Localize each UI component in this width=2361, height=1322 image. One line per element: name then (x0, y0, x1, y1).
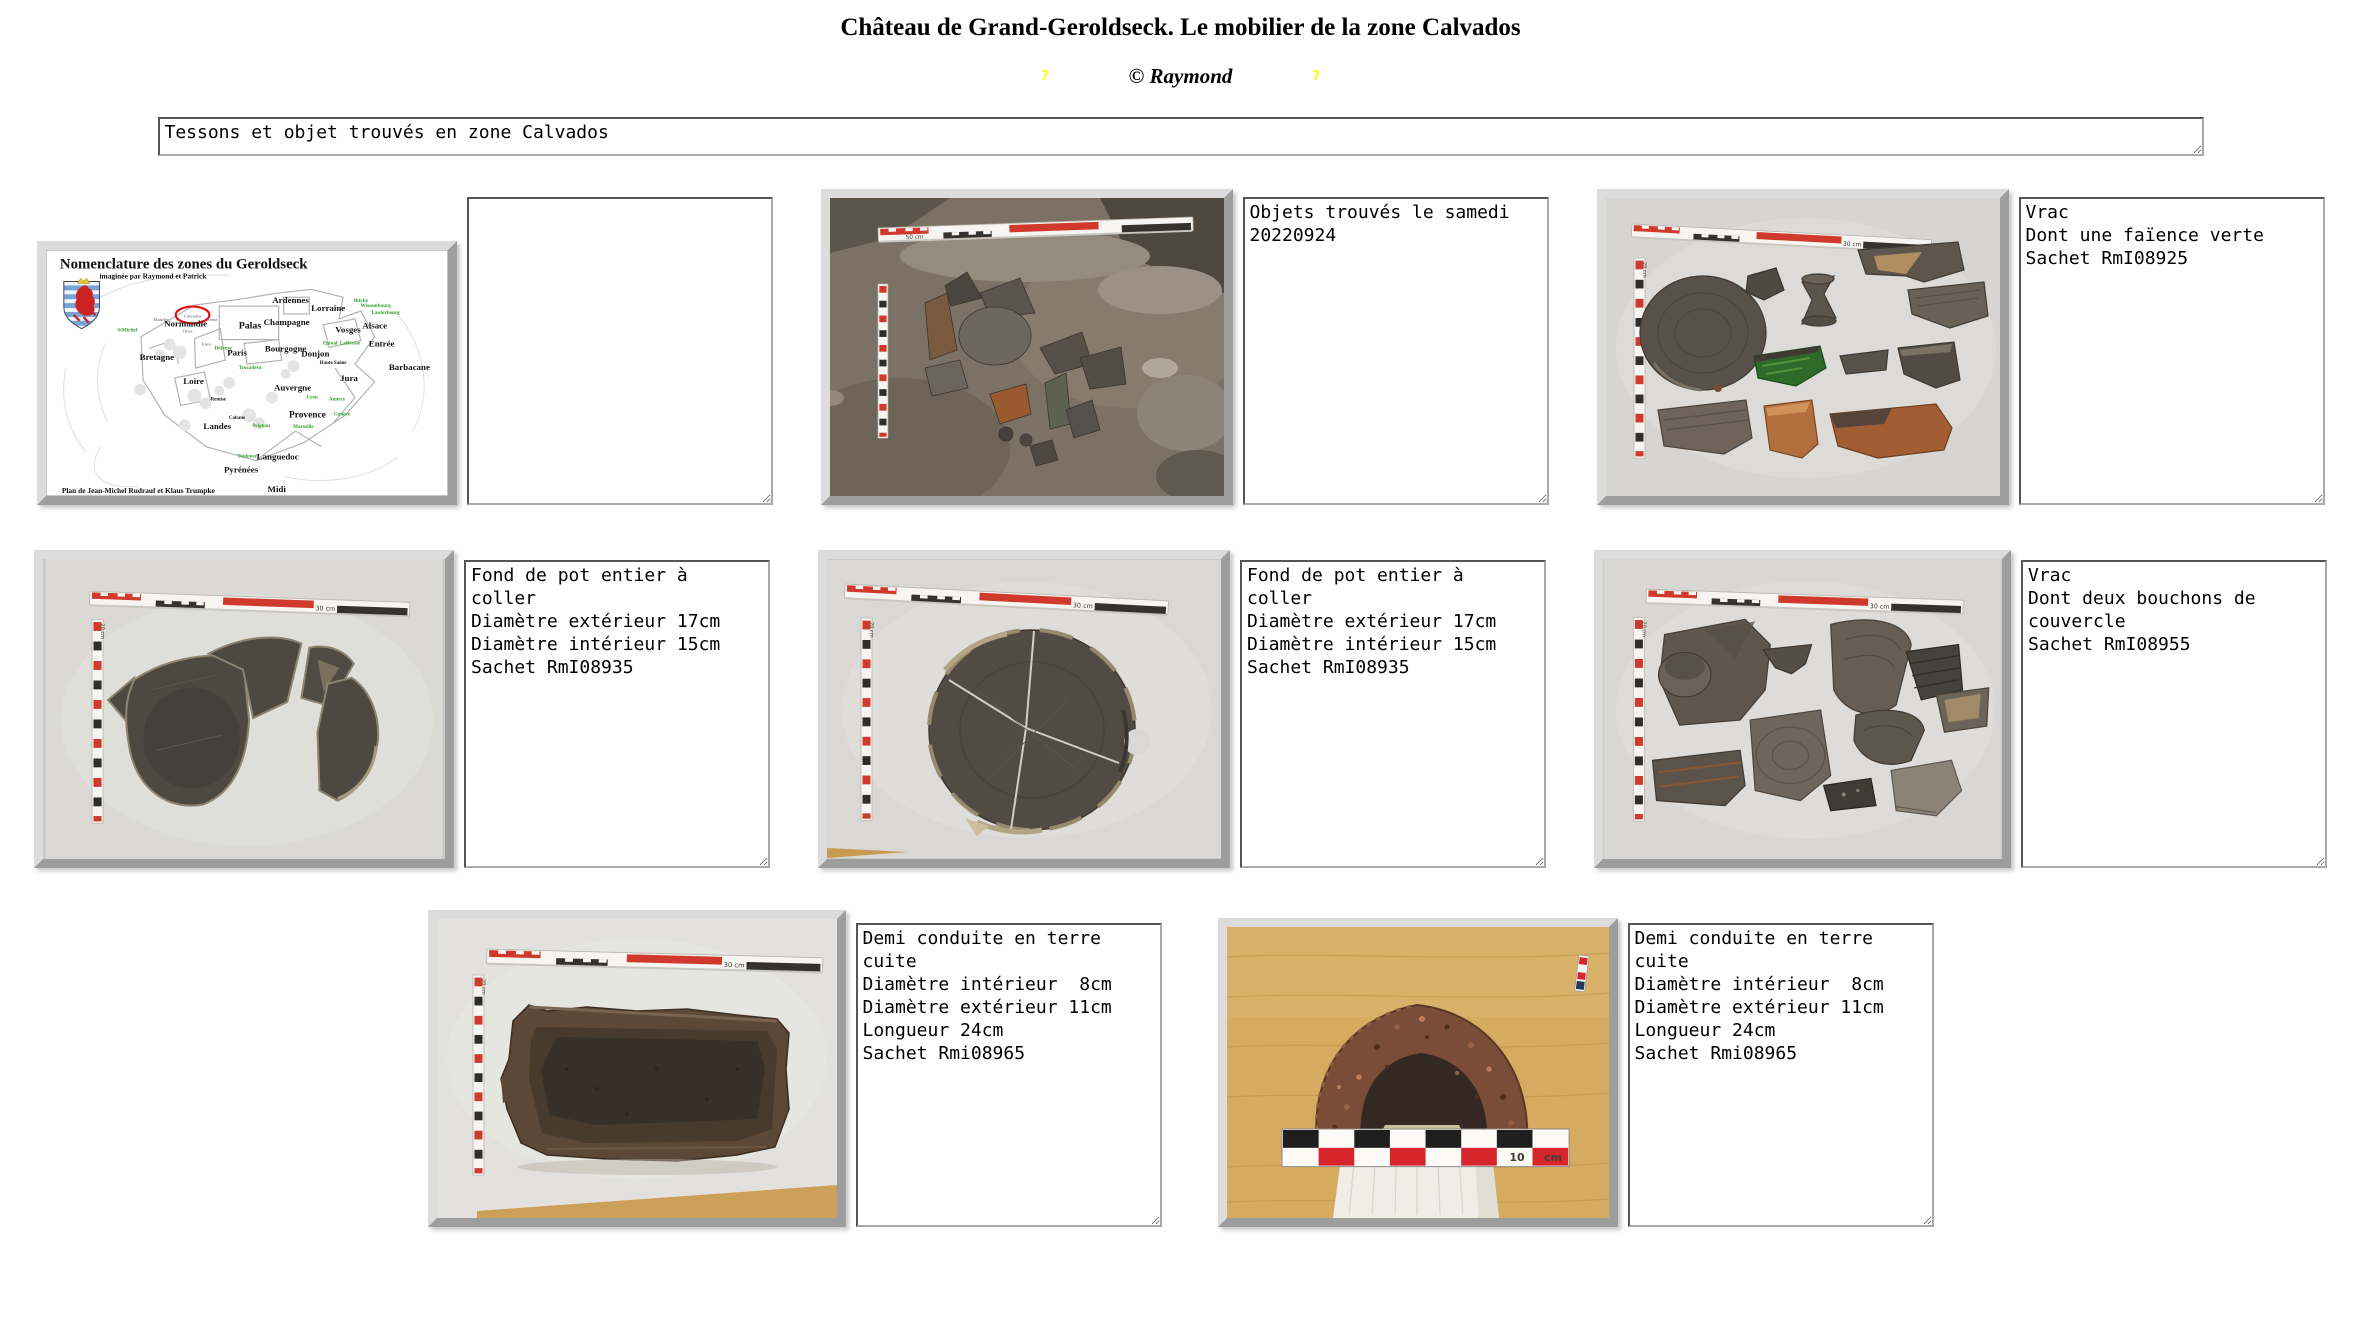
map-subtitle: imaginée par Raymond et Patrick (98, 271, 206, 281)
svg-text:Champagne: Champagne (263, 316, 310, 327)
svg-text:Auvergne: Auvergne (273, 382, 311, 393)
svg-text:Vosges: Vosges (334, 324, 361, 335)
svg-text:Midi: Midi (267, 484, 286, 495)
svg-text:StMichel: StMichel (116, 327, 137, 334)
svg-text:Cabane: Cabane (228, 416, 245, 422)
svg-text:Barbacane: Barbacane (388, 362, 430, 373)
svg-text:Lauterbourg: Lauterbourg (370, 309, 400, 316)
stick-label: 20 cm (99, 623, 106, 640)
svg-text:30 cm: 30 cm (1869, 603, 1890, 611)
svg-text:Loire: Loire (182, 375, 204, 386)
stick-label: 20 cm (479, 979, 486, 995)
svg-text:Remise: Remise (210, 397, 226, 403)
scale-stick-vertical (473, 975, 484, 1175)
photo-frame (428, 910, 846, 1227)
subtitle-row (0, 64, 2361, 89)
broken-image-icon: ? (1041, 69, 1049, 84)
svg-text:10: 10 (1508, 1151, 1525, 1164)
scale-stick-vertical (1633, 617, 1647, 821)
photo-frame (1218, 918, 1618, 1227)
svg-text:Alsace: Alsace (361, 320, 387, 331)
svg-text:Wissembourg: Wissembourg (360, 303, 391, 310)
svg-text:LaBresse: LaBresse (339, 340, 360, 347)
scale-stick-vertical (878, 284, 888, 438)
svg-text:Bourgogne: Bourgogne (264, 343, 306, 354)
svg-text:Paris: Paris (226, 347, 247, 358)
note-textarea-vrac1[interactable] (2019, 197, 2325, 505)
svg-text:Calvados: Calvados (183, 313, 201, 319)
excavation-photo (830, 198, 1224, 496)
svg-text:Lorraine: Lorraine (310, 303, 345, 314)
note-textarea-conduit-side[interactable] (856, 923, 1162, 1227)
copyright-credit: © Raymond (1128, 64, 1233, 88)
svg-text:Eure: Eure (201, 341, 211, 347)
svg-text:Palas: Palas (238, 320, 261, 332)
note-textarea-pot-assembled[interactable] (1240, 560, 1546, 868)
map-credit: Plan de Jean-Michel Rudrauf et Klaus Trumpke (61, 486, 215, 496)
svg-text:Donjon: Donjon (300, 348, 329, 359)
svg-text:Seine: Seine (206, 316, 217, 322)
conduit-side-photo (437, 919, 837, 1218)
svg-text:Landes: Landes (202, 421, 231, 432)
svg-text:Lyon: Lyon (306, 394, 318, 401)
scale-bar-10cm (1282, 1129, 1569, 1167)
map-frame (37, 241, 457, 505)
scale-stick-vertical (861, 618, 872, 820)
archaeology-report-page (0, 14, 2361, 1322)
page-title: Château de Grand-Geroldseck. Le mobilier de la zone Calvados (840, 14, 1521, 41)
scale-stick-vertical (92, 619, 106, 823)
map-title: Nomenclature des zones du Geroldseck (59, 256, 308, 273)
svg-text:Normandie: Normandie (163, 318, 207, 329)
assembled-pot-photo (827, 559, 1221, 859)
shards-photo-rmi08925 (1606, 198, 2000, 496)
stick-label: 20 cm (1640, 621, 1647, 638)
svg-text:Toulouse: Toulouse (236, 453, 257, 460)
shards-photo-rmi08955 (1603, 559, 2002, 859)
gallery-row-1 (0, 189, 2361, 505)
gallery-row-3 (0, 910, 2361, 1227)
svg-text:Bretagne: Bretagne (139, 352, 174, 363)
photo-frame (1594, 550, 2011, 868)
svg-text:30 cm: 30 cm (1072, 601, 1094, 611)
photo-frame (818, 550, 1230, 868)
svg-text:Pyrénées: Pyrénées (223, 464, 258, 475)
svg-text:Ardennes: Ardennes (271, 295, 309, 306)
svg-text:Défense: Défense (214, 345, 232, 352)
svg-text:Jura: Jura (339, 372, 358, 383)
svg-text:cm: cm (1543, 1151, 1562, 1164)
stick-label: 20 cm (1640, 262, 1647, 278)
scale-stick-vertical (1634, 258, 1645, 458)
note-textarea-map[interactable] (467, 197, 773, 505)
svg-text:30 cm: 30 cm (1842, 240, 1862, 249)
note-textarea-excavation[interactable] (1243, 197, 1549, 505)
svg-text:Manche: Manche (152, 316, 169, 322)
svg-text:30 cm: 30 cm (723, 960, 745, 970)
svg-text:Annecy: Annecy (328, 396, 345, 403)
svg-text:Orne: Orne (182, 328, 193, 334)
svg-text:30 cm: 30 cm (315, 604, 336, 613)
note-textarea-pot-pieces[interactable] (464, 560, 770, 868)
svg-text:Genève: Genève (333, 411, 350, 418)
zones-map-image (46, 250, 448, 496)
svg-text:Bitche: Bitche (353, 298, 368, 305)
note-textarea-conduit-end[interactable] (1628, 923, 1934, 1227)
conduit-fragment (501, 1005, 789, 1175)
svg-text:Trocadéro: Trocadéro (238, 365, 261, 372)
svg-text:Epinal: Epinal (322, 340, 337, 347)
conduit-end-photo (1227, 927, 1609, 1218)
summary-textarea[interactable] (158, 117, 2204, 156)
photo-frame (1597, 189, 2009, 505)
note-textarea-vrac2[interactable] (2021, 560, 2327, 868)
svg-text:Entrée: Entrée (368, 338, 395, 349)
photo-frame (821, 189, 1233, 505)
svg-text:Provence: Provence (288, 410, 326, 421)
broken-image-icon: ? (1312, 69, 1320, 84)
gallery-row-2 (0, 550, 2361, 868)
svg-text:Languedoc: Languedoc (256, 451, 299, 462)
svg-text:50 cm: 50 cm (905, 234, 924, 242)
svg-text:Marseille: Marseille (292, 424, 314, 431)
broken-pot-photo (43, 559, 445, 859)
svg-text:Haute Saône: Haute Saône (319, 361, 347, 367)
stick-label: 20 cm (868, 622, 874, 638)
photo-frame (34, 550, 454, 868)
svg-text:Avignon: Avignon (251, 423, 270, 430)
